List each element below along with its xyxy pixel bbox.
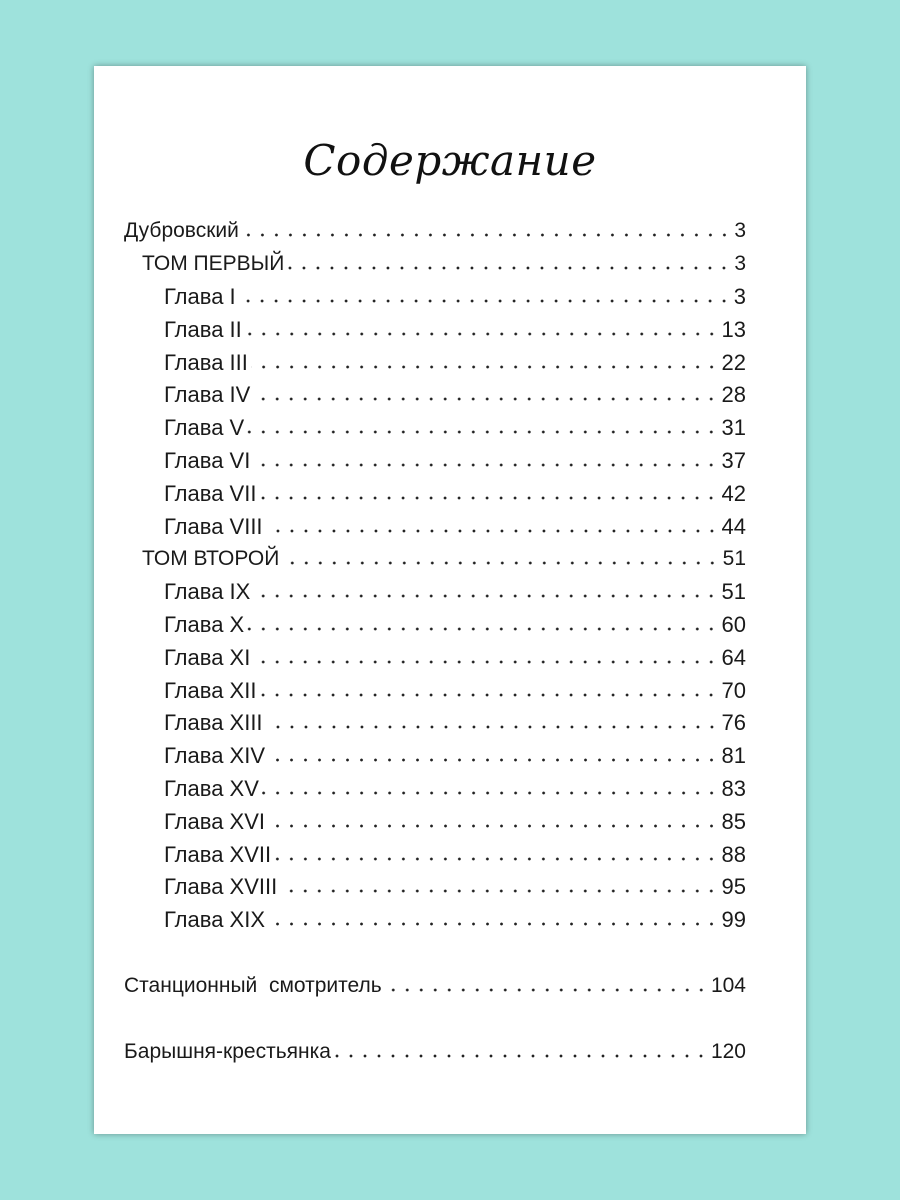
toc-entry-page: 22: [721, 350, 746, 375]
dot-leader: [266, 528, 719, 534]
dot-leader: [253, 593, 718, 599]
toc-entry[interactable]: [164, 805, 746, 835]
toc-entry[interactable]: [142, 247, 746, 277]
toc-entry[interactable]: [124, 214, 746, 244]
toc-entry-label: Глава VI: [164, 448, 251, 473]
toc-entry-label: Глава VII: [164, 481, 257, 506]
toc-entry-page: 42: [721, 481, 746, 506]
toc-entry-label: Глава IX: [164, 579, 251, 604]
toc-entry-page: 51: [722, 547, 746, 570]
toc-entry[interactable]: [142, 542, 746, 572]
toc-entry-label: Глава II: [164, 317, 242, 342]
dot-leader: [259, 495, 718, 501]
dot-leader: [247, 626, 718, 632]
toc-entry[interactable]: [164, 378, 746, 408]
toc-entry-page: 76: [721, 710, 746, 735]
toc-entry-page: 88: [721, 842, 746, 867]
dot-leader: [259, 692, 718, 698]
toc-entry-page: 3: [734, 219, 746, 242]
toc-entry-label: Глава XI: [164, 645, 251, 670]
toc-entry-page: 60: [721, 612, 746, 637]
toc-entry-label: ТОМ ВТОРОЙ: [142, 547, 280, 570]
toc-entry-page: 70: [721, 678, 746, 703]
toc-entry[interactable]: [164, 903, 746, 933]
dot-leader: [262, 790, 719, 796]
dot-leader: [282, 560, 719, 566]
toc-entry-page: 31: [721, 415, 746, 440]
toc-entry[interactable]: [164, 444, 746, 474]
toc-entry-label: Глава III: [164, 350, 248, 375]
dot-leader: [268, 757, 719, 763]
toc-entry[interactable]: [164, 411, 746, 441]
toc-entry[interactable]: [164, 739, 746, 769]
toc-entry-label: ТОМ ПЕРВЫЙ: [142, 252, 285, 275]
toc-entry[interactable]: [164, 706, 746, 736]
toc-entry[interactable]: [164, 477, 746, 507]
toc-entry-page: 28: [721, 382, 746, 407]
dot-leader: [268, 823, 719, 829]
toc-entry-page: 51: [721, 579, 746, 604]
dot-leader: [334, 1053, 708, 1059]
toc-entry-label: Глава I: [164, 284, 236, 309]
toc-entry-page: 120: [710, 1040, 746, 1063]
dot-leader: [251, 364, 719, 370]
toc-entry[interactable]: [164, 280, 746, 310]
toc-entry-page: 64: [721, 645, 746, 670]
dot-leader: [253, 396, 718, 402]
dot-leader: [280, 888, 718, 894]
toc-entry[interactable]: [164, 510, 746, 540]
toc-entry-page: 95: [721, 874, 746, 899]
toc-entry-label: Глава X: [164, 612, 245, 637]
toc-entry[interactable]: [124, 969, 746, 999]
dot-leader: [266, 724, 719, 730]
toc-entry-label: Барышня-крестьянка: [124, 1040, 331, 1063]
toc-entry-page: 3: [734, 252, 746, 275]
toc-entry[interactable]: [164, 772, 746, 802]
toc-entry[interactable]: [164, 313, 746, 343]
toc-entry[interactable]: [164, 838, 746, 868]
toc-entry-label: Глава XII: [164, 678, 257, 703]
toc-entry-label: Глава XIII: [164, 710, 263, 735]
toc-entry-page: 81: [721, 743, 746, 768]
dot-leader: [253, 462, 718, 468]
dot-leader: [268, 921, 719, 927]
toc-entry-page: 37: [721, 448, 746, 473]
toc-entry[interactable]: [164, 346, 746, 376]
dot-leader: [287, 265, 731, 271]
dot-leader: [247, 429, 718, 435]
toc-entry-label: Глава V: [164, 415, 245, 440]
dot-leader: [385, 987, 708, 993]
toc-entry[interactable]: [164, 674, 746, 704]
toc-entry-page: 99: [721, 907, 746, 932]
dot-leader: [239, 298, 731, 304]
toc-entry-page: 104: [710, 974, 746, 997]
toc-entry-label: Глава VIII: [164, 514, 263, 539]
toc-entry[interactable]: [164, 575, 746, 605]
toc-entry-label: Дубровский: [124, 219, 239, 242]
dot-leader: [274, 856, 718, 862]
toc-entry[interactable]: [164, 608, 746, 638]
toc-entry-page: 83: [721, 776, 746, 801]
toc-entry-label: Глава XV: [164, 776, 259, 801]
toc-entry-label: Глава XVII: [164, 842, 272, 867]
toc-entry-label: Глава IV: [164, 382, 251, 407]
toc-entry-page: 3: [733, 284, 746, 309]
toc-entry-label: Станционный смотритель: [124, 974, 382, 997]
toc-entry-page: 85: [721, 809, 746, 834]
toc-entry-label: Глава XVI: [164, 809, 265, 834]
dot-leader: [245, 331, 719, 337]
dot-leader: [242, 232, 731, 238]
toc-entry-label: Глава XIX: [164, 907, 265, 932]
toc-entry-label: Глава XVIII: [164, 874, 278, 899]
page-title: Содержание: [303, 136, 597, 185]
toc-entry[interactable]: [164, 870, 746, 900]
toc-entry[interactable]: [124, 1035, 746, 1065]
toc-entry-page: 13: [721, 317, 746, 342]
dot-leader: [253, 659, 718, 665]
toc-entry[interactable]: [164, 641, 746, 671]
toc-entry-label: Глава XIV: [164, 743, 265, 768]
toc-entry-page: 44: [721, 514, 746, 539]
